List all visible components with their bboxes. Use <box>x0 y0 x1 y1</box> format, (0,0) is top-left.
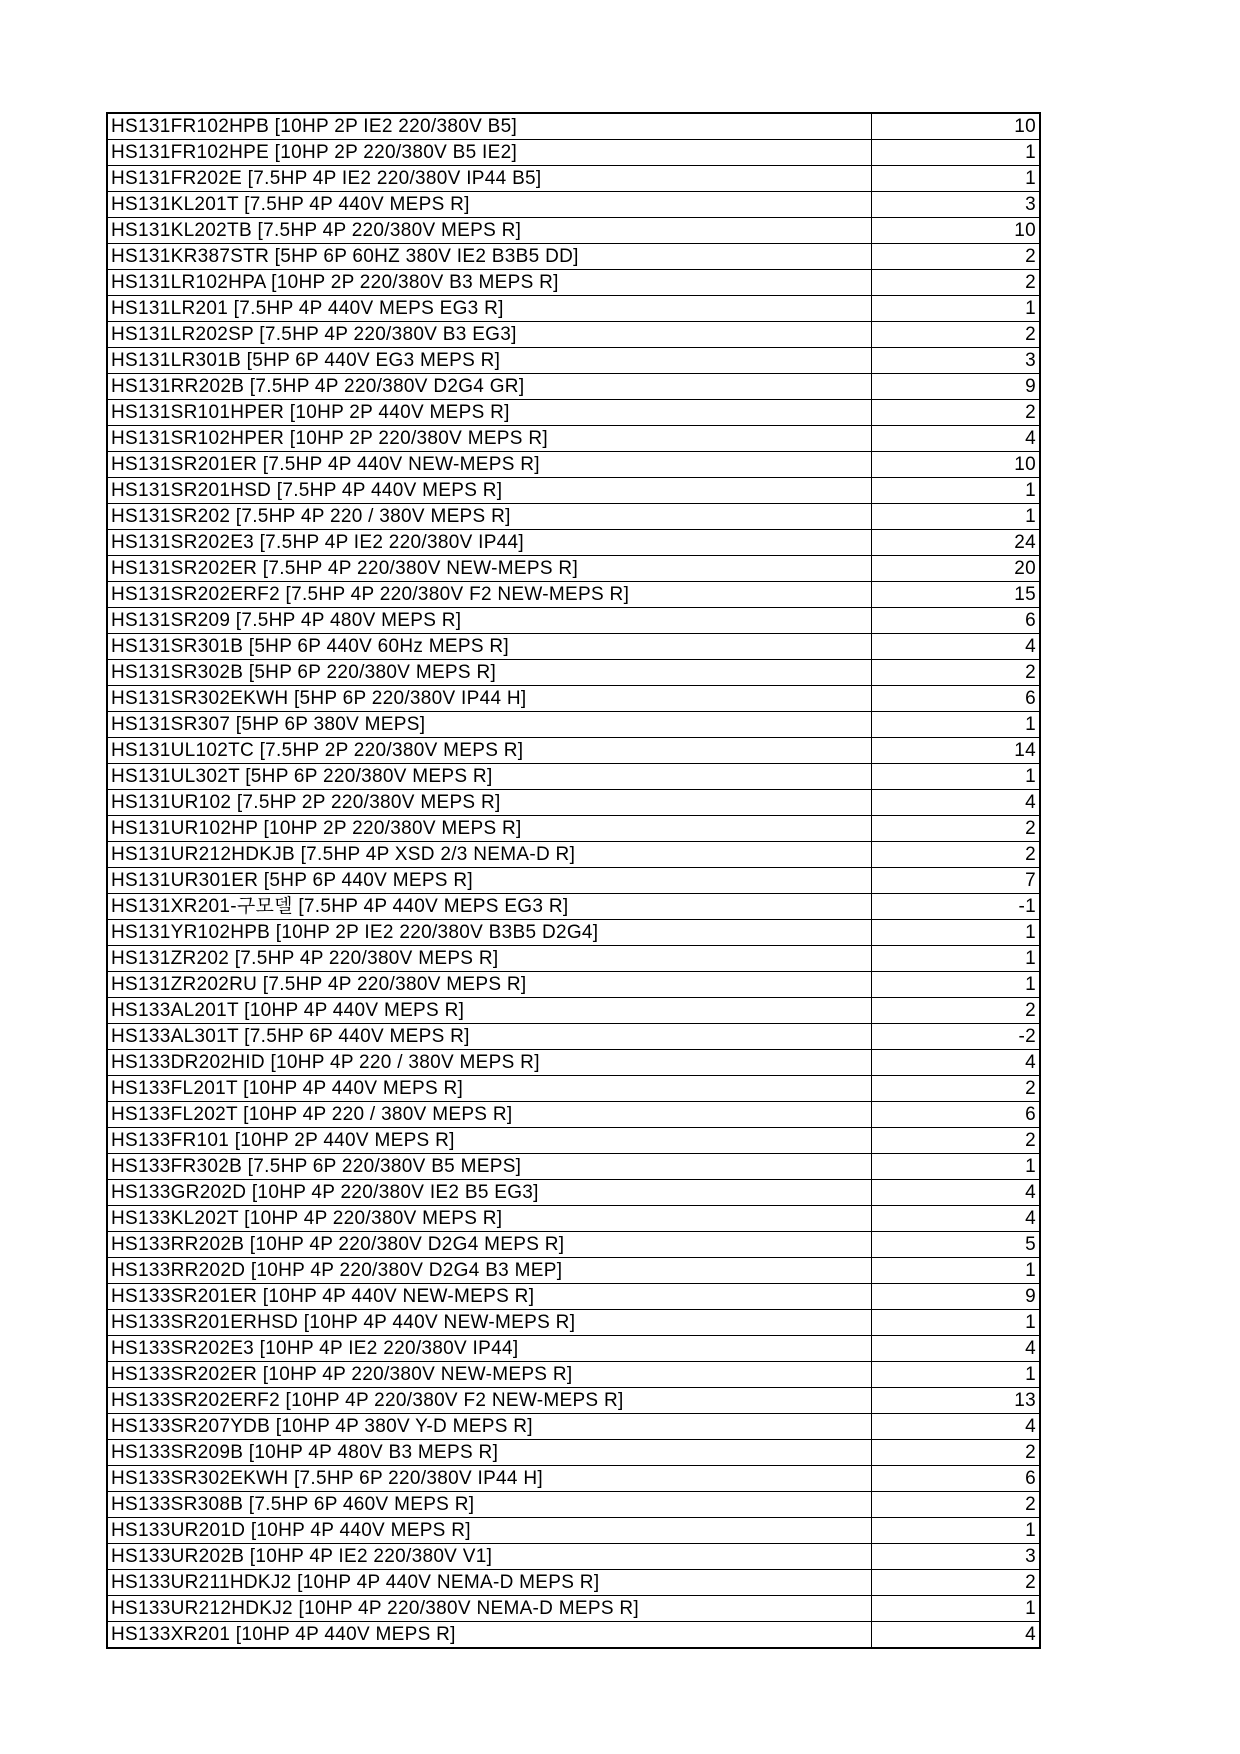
table-row <box>108 348 1040 374</box>
table-row <box>108 1388 1040 1414</box>
quantity-cell: 2 <box>872 322 1040 348</box>
quantity-cell: 1 <box>872 1310 1040 1336</box>
quantity-cell: 6 <box>872 1466 1040 1492</box>
quantity-cell: 14 <box>872 738 1040 764</box>
quantity-cell: 2 <box>872 660 1040 686</box>
quantity-cell: 6 <box>872 1102 1040 1128</box>
quantity-cell: 10 <box>872 218 1040 244</box>
table-row <box>108 738 1040 764</box>
quantity-cell: 24 <box>872 530 1040 556</box>
quantity-cell: 1 <box>872 166 1040 192</box>
quantity-cell: 1 <box>872 1362 1040 1388</box>
table-row <box>108 1310 1040 1336</box>
model-cell: HS133FR101 [10HP 2P 440V MEPS R] <box>108 1128 872 1154</box>
model-cell: HS133SR209B [10HP 4P 480V B3 MEPS R] <box>108 1440 872 1466</box>
model-cell: HS131LR102HPA [10HP 2P 220/380V B3 MEPS R] <box>108 270 872 296</box>
model-cell: HS133UR201D [10HP 4P 440V MEPS R] <box>108 1518 872 1544</box>
table-row <box>108 1544 1040 1570</box>
table-row <box>108 686 1040 712</box>
table-row <box>108 114 1040 140</box>
model-cell: HS131SR202E3 [7.5HP 4P IE2 220/380V IP44] <box>108 530 872 556</box>
model-cell: HS131SR302B [5HP 6P 220/380V MEPS R] <box>108 660 872 686</box>
model-cell: HS131RR202B [7.5HP 4P 220/380V D2G4 GR] <box>108 374 872 400</box>
table-row <box>108 660 1040 686</box>
table-row <box>108 218 1040 244</box>
quantity-cell: 10 <box>872 114 1040 140</box>
table-row <box>108 1206 1040 1232</box>
table-row <box>108 322 1040 348</box>
quantity-cell: 1 <box>872 1518 1040 1544</box>
quantity-cell: 1 <box>872 1258 1040 1284</box>
model-cell: HS131UR102HP [10HP 2P 220/380V MEPS R] <box>108 816 872 842</box>
quantity-cell: 1 <box>872 140 1040 166</box>
model-cell: HS131SR209 [7.5HP 4P 480V MEPS R] <box>108 608 872 634</box>
table-row <box>108 1154 1040 1180</box>
table-row <box>108 1258 1040 1284</box>
model-cell: HS131SR101HPER [10HP 2P 440V MEPS R] <box>108 400 872 426</box>
table-row <box>108 1076 1040 1102</box>
table-row <box>108 530 1040 556</box>
quantity-cell: 1 <box>872 1596 1040 1622</box>
model-cell: HS133RR202B [10HP 4P 220/380V D2G4 MEPS R] <box>108 1232 872 1258</box>
table-row <box>108 894 1040 920</box>
table-row <box>108 1336 1040 1362</box>
model-cell: HS131XR201-구모델 [7.5HP 4P 440V MEPS EG3 R] <box>108 894 872 920</box>
quantity-cell: 2 <box>872 400 1040 426</box>
quantity-cell: 3 <box>872 348 1040 374</box>
model-cell: HS133FR302B [7.5HP 6P 220/380V B5 MEPS] <box>108 1154 872 1180</box>
quantity-cell: -1 <box>872 894 1040 920</box>
model-cell: HS133DR202HID [10HP 4P 220 / 380V MEPS R] <box>108 1050 872 1076</box>
model-cell: HS131FR102HPE [10HP 2P 220/380V B5 IE2] <box>108 140 872 166</box>
quantity-cell: 2 <box>872 1492 1040 1518</box>
model-cell: HS131ZR202RU [7.5HP 4P 220/380V MEPS R] <box>108 972 872 998</box>
table-row <box>108 1128 1040 1154</box>
quantity-cell: 2 <box>872 842 1040 868</box>
quantity-cell: 4 <box>872 1336 1040 1362</box>
table-row <box>108 1570 1040 1596</box>
table-row <box>108 244 1040 270</box>
quantity-cell: 7 <box>872 868 1040 894</box>
model-cell: HS133SR201ER [10HP 4P 440V NEW-MEPS R] <box>108 1284 872 1310</box>
table-row <box>108 478 1040 504</box>
table-row <box>108 946 1040 972</box>
quantity-cell: 3 <box>872 1544 1040 1570</box>
model-cell: HS133UR202B [10HP 4P IE2 220/380V V1] <box>108 1544 872 1570</box>
model-cell: HS131UR102 [7.5HP 2P 220/380V MEPS R] <box>108 790 872 816</box>
table-row <box>108 920 1040 946</box>
model-cell: HS131FR102HPB [10HP 2P IE2 220/380V B5] <box>108 114 872 140</box>
table-row <box>108 1102 1040 1128</box>
quantity-cell: 1 <box>872 764 1040 790</box>
table-row <box>108 140 1040 166</box>
model-cell: HS131LR201 [7.5HP 4P 440V MEPS EG3 R] <box>108 296 872 322</box>
quantity-cell: 9 <box>872 1284 1040 1310</box>
model-cell: HS133SR202ERF2 [10HP 4P 220/380V F2 NEW-MEPS R] <box>108 1388 872 1414</box>
table-row <box>108 1024 1040 1050</box>
table-body <box>108 114 1040 1648</box>
quantity-cell: 4 <box>872 1206 1040 1232</box>
model-cell: HS133XR201 [10HP 4P 440V MEPS R] <box>108 1622 872 1648</box>
model-cell: HS131FR202E [7.5HP 4P IE2 220/380V IP44 B5] <box>108 166 872 192</box>
model-cell: HS131SR102HPER [10HP 2P 220/380V MEPS R] <box>108 426 872 452</box>
model-cell: HS131KL202TB [7.5HP 4P 220/380V MEPS R] <box>108 218 872 244</box>
model-cell: HS133SR302EKWH [7.5HP 6P 220/380V IP44 H] <box>108 1466 872 1492</box>
table-row <box>108 1180 1040 1206</box>
model-cell: HS131SR202 [7.5HP 4P 220 / 380V MEPS R] <box>108 504 872 530</box>
table-row <box>108 556 1040 582</box>
model-cell: HS133SR308B [7.5HP 6P 460V MEPS R] <box>108 1492 872 1518</box>
model-cell: HS133RR202D [10HP 4P 220/380V D2G4 B3 MEP] <box>108 1258 872 1284</box>
table-row <box>108 1492 1040 1518</box>
quantity-cell: 5 <box>872 1232 1040 1258</box>
quantity-cell: 2 <box>872 1570 1040 1596</box>
quantity-cell: 20 <box>872 556 1040 582</box>
quantity-cell: 4 <box>872 426 1040 452</box>
model-cell: HS131SR201ER [7.5HP 4P 440V NEW-MEPS R] <box>108 452 872 478</box>
quantity-cell: 1 <box>872 1154 1040 1180</box>
table-row <box>108 1362 1040 1388</box>
model-cell: HS131KL201T [7.5HP 4P 440V MEPS R] <box>108 192 872 218</box>
table-row <box>108 1622 1040 1648</box>
model-cell: HS131UR301ER [5HP 6P 440V MEPS R] <box>108 868 872 894</box>
quantity-cell: 1 <box>872 972 1040 998</box>
table-row <box>108 816 1040 842</box>
table-row <box>108 712 1040 738</box>
quantity-cell: 2 <box>872 270 1040 296</box>
quantity-cell: 1 <box>872 296 1040 322</box>
model-cell: HS131ZR202 [7.5HP 4P 220/380V MEPS R] <box>108 946 872 972</box>
model-cell: HS131YR102HPB [10HP 2P IE2 220/380V B3B5 D2G4] <box>108 920 872 946</box>
table-row <box>108 1440 1040 1466</box>
table-row <box>108 1596 1040 1622</box>
quantity-cell: 6 <box>872 608 1040 634</box>
quantity-cell: 2 <box>872 1076 1040 1102</box>
table-row <box>108 608 1040 634</box>
quantity-cell: 4 <box>872 1622 1040 1648</box>
model-cell: HS133AL201T [10HP 4P 440V MEPS R] <box>108 998 872 1024</box>
table-row <box>108 270 1040 296</box>
table-row <box>108 166 1040 192</box>
quantity-cell: 4 <box>872 1180 1040 1206</box>
quantity-cell: 13 <box>872 1388 1040 1414</box>
model-cell: HS131SR302EKWH [5HP 6P 220/380V IP44 H] <box>108 686 872 712</box>
model-cell: HS131SR201HSD [7.5HP 4P 440V MEPS R] <box>108 478 872 504</box>
quantity-cell: 2 <box>872 244 1040 270</box>
quantity-cell: 4 <box>872 1414 1040 1440</box>
table-row <box>108 1284 1040 1310</box>
model-cell: HS133KL202T [10HP 4P 220/380V MEPS R] <box>108 1206 872 1232</box>
table-row <box>108 1414 1040 1440</box>
model-cell: HS131LR202SP [7.5HP 4P 220/380V B3 EG3] <box>108 322 872 348</box>
quantity-cell: 3 <box>872 192 1040 218</box>
table-row <box>108 504 1040 530</box>
quantity-cell: -2 <box>872 1024 1040 1050</box>
quantity-cell: 10 <box>872 452 1040 478</box>
quantity-cell: 1 <box>872 712 1040 738</box>
table-row <box>108 868 1040 894</box>
model-cell: HS133SR207YDB [10HP 4P 380V Y-D MEPS R] <box>108 1414 872 1440</box>
quantity-cell: 2 <box>872 816 1040 842</box>
model-cell: HS133SR201ERHSD [10HP 4P 440V NEW-MEPS R] <box>108 1310 872 1336</box>
table-row <box>108 1466 1040 1492</box>
quantity-cell: 2 <box>872 1128 1040 1154</box>
model-cell: HS133SR202E3 [10HP 4P IE2 220/380V IP44] <box>108 1336 872 1362</box>
quantity-cell: 1 <box>872 946 1040 972</box>
quantity-cell: 2 <box>872 998 1040 1024</box>
model-cell: HS133FL201T [10HP 4P 440V MEPS R] <box>108 1076 872 1102</box>
model-cell: HS133FL202T [10HP 4P 220 / 380V MEPS R] <box>108 1102 872 1128</box>
model-cell: HS133SR202ER [10HP 4P 220/380V NEW-MEPS R] <box>108 1362 872 1388</box>
table-row <box>108 192 1040 218</box>
table-row <box>108 1232 1040 1258</box>
model-cell: HS133AL301T [7.5HP 6P 440V MEPS R] <box>108 1024 872 1050</box>
table-row <box>108 998 1040 1024</box>
model-cell: HS131KR387STR [5HP 6P 60HZ 380V IE2 B3B5 DD] <box>108 244 872 270</box>
model-cell: HS131SR307 [5HP 6P 380V MEPS] <box>108 712 872 738</box>
table-row <box>108 1050 1040 1076</box>
table-row <box>108 764 1040 790</box>
quantity-cell: 6 <box>872 686 1040 712</box>
model-cell: HS133GR202D [10HP 4P 220/380V IE2 B5 EG3] <box>108 1180 872 1206</box>
model-cell: HS131SR202ERF2 [7.5HP 4P 220/380V F2 NEW-MEPS R] <box>108 582 872 608</box>
table-row <box>108 634 1040 660</box>
table-row <box>108 1518 1040 1544</box>
quantity-cell: 4 <box>872 790 1040 816</box>
motor-inventory-table <box>107 113 1040 1648</box>
table-row <box>108 400 1040 426</box>
model-cell: HS131UL302T [5HP 6P 220/380V MEPS R] <box>108 764 872 790</box>
table-row <box>108 452 1040 478</box>
quantity-cell: 9 <box>872 374 1040 400</box>
model-cell: HS131UL102TC [7.5HP 2P 220/380V MEPS R] <box>108 738 872 764</box>
table-row <box>108 582 1040 608</box>
quantity-cell: 4 <box>872 634 1040 660</box>
model-cell: HS131UR212HDKJB [7.5HP 4P XSD 2/3 NEMA-D R] <box>108 842 872 868</box>
model-cell: HS131LR301B [5HP 6P 440V EG3 MEPS R] <box>108 348 872 374</box>
quantity-cell: 1 <box>872 478 1040 504</box>
quantity-cell: 2 <box>872 1440 1040 1466</box>
table-row <box>108 426 1040 452</box>
table-row <box>108 972 1040 998</box>
model-cell: HS131SR301B [5HP 6P 440V 60Hz MEPS R] <box>108 634 872 660</box>
quantity-cell: 15 <box>872 582 1040 608</box>
quantity-cell: 1 <box>872 504 1040 530</box>
table-row <box>108 296 1040 322</box>
quantity-cell: 1 <box>872 920 1040 946</box>
model-cell: HS133UR211HDKJ2 [10HP 4P 440V NEMA-D MEPS R] <box>108 1570 872 1596</box>
model-cell: HS133UR212HDKJ2 [10HP 4P 220/380V NEMA-D MEPS R] <box>108 1596 872 1622</box>
table-row <box>108 790 1040 816</box>
quantity-cell: 4 <box>872 1050 1040 1076</box>
model-cell: HS131SR202ER [7.5HP 4P 220/380V NEW-MEPS R] <box>108 556 872 582</box>
table-row <box>108 842 1040 868</box>
table-row <box>108 374 1040 400</box>
